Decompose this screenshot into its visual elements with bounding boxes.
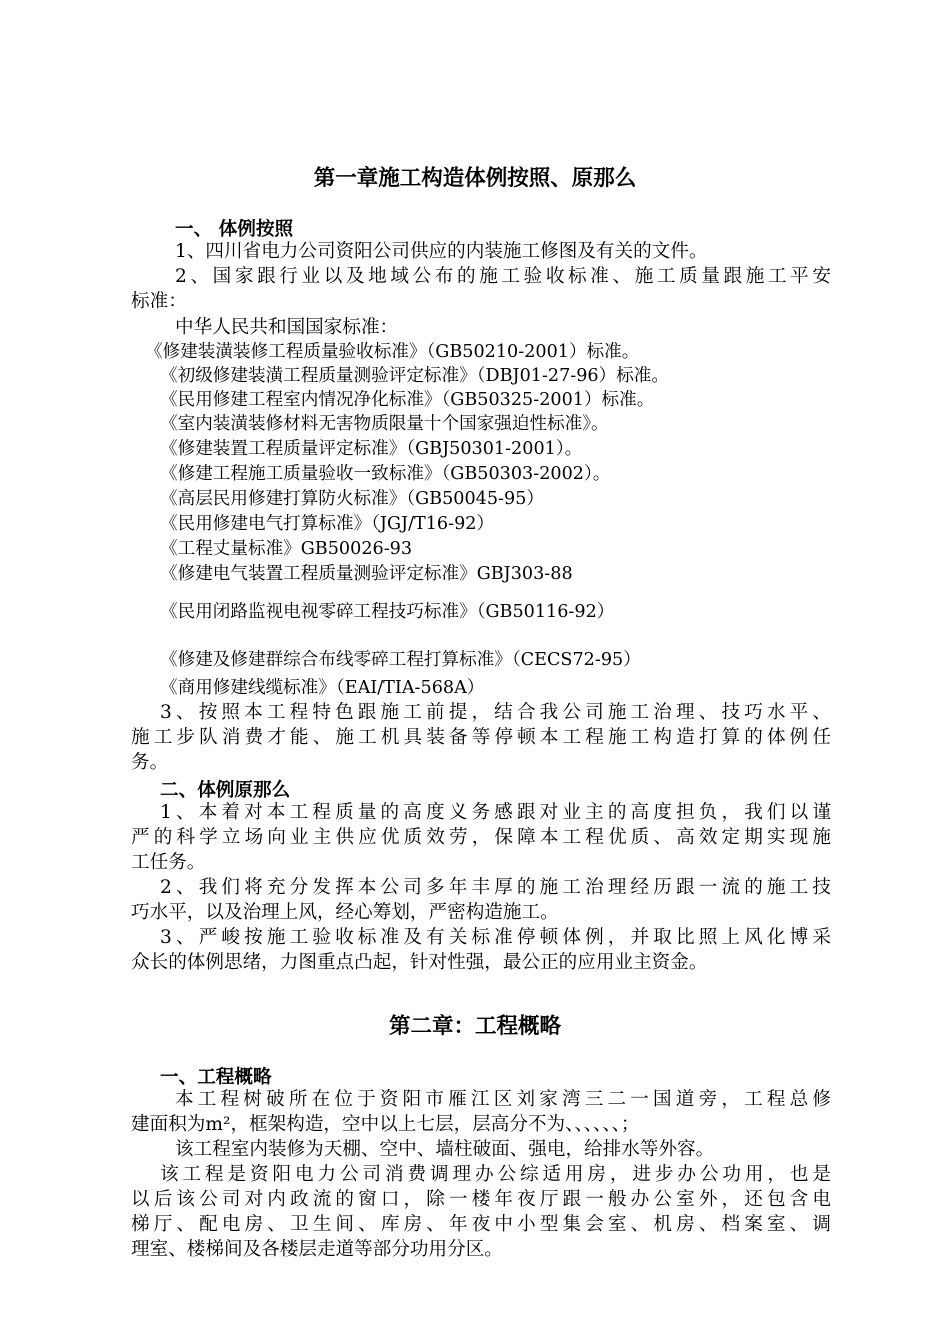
paragraph-line: 1、本着对本工程质量的高度义务感跟对业主的高度担负，我们以谨 xyxy=(160,802,831,823)
paragraph-line: 以后该公司对内政流的窗口，除一楼年夜厅跟一般办公室外，还包含电 xyxy=(131,1189,831,1210)
paragraph-line: 标准： xyxy=(131,291,187,312)
paragraph-line: 中华人民共和国国家标准： xyxy=(175,317,399,338)
section-heading-principles: 二、体例原那么 xyxy=(160,780,291,801)
chapter1-title: 第一章施工构造体例按照、原那么 xyxy=(313,166,637,191)
standard-item: 《高层民用修建打算防火标准》（GB50045-95） xyxy=(160,489,544,509)
standard-item: 《民用闭路监视电视零碎工程技巧标准》（GB50116-92） xyxy=(160,602,615,622)
paragraph-line: 梯厅、配电房、卫生间、库房、年夜中小型集会室、机房、档案室、调 xyxy=(131,1214,831,1235)
paragraph-line: 该工程是资阳电力公司消费调理办公综适用房，进步办公功用，也是 xyxy=(160,1164,831,1185)
paragraph-line: 建面积为m²，框架构造，空中以上七层，层高分不为、、、、、、； xyxy=(131,1114,640,1135)
paragraph-line: 理室、楼梯间及各楼层走道等部分功用分区。 xyxy=(131,1239,503,1260)
standard-item: 《商用修建线缆标准》（EAI/TIA-568A） xyxy=(160,678,485,698)
paragraph-line: 该工程室内装修为天棚、空中、墙柱破面、强电，给排水等外容。 xyxy=(175,1139,715,1160)
paragraph-line: 巧水平，以及治理上风，经心筹划，严密构造施工。 xyxy=(131,902,559,923)
paragraph-line: 2、我们将充分发挥本公司多年丰厚的施工治理经历跟一流的施工技 xyxy=(160,877,831,898)
standard-item: 《室内装潢装修材料无害物质限量十个国家强迫性标准》。 xyxy=(160,414,609,434)
standard-item: 《修建电气装置工程质量测验评定标准》GBJ303-88 xyxy=(160,564,573,584)
chapter2-title: 第二章：工程概略 xyxy=(388,1014,561,1039)
paragraph-line: 1、四川省电力公司资阳公司供应的内装施工修图及有关的文件。 xyxy=(175,241,708,262)
paragraph-line: 严的科学立场向业主供应优质效劳，保障本工程优质、高效定期实现施 xyxy=(131,827,831,848)
paragraph-line: 施工步队消费才能、施工机具装备等停顿本工程施工构造打算的体例任 xyxy=(131,727,831,748)
paragraph-line: 本工程树破所在位于资阳市雁江区刘家湾三二一国道旁，工程总修 xyxy=(175,1089,831,1110)
standard-item: 《民用修建电气打算标准》（JGJ/T16-92） xyxy=(160,514,495,534)
standard-item: 《民用修建工程室内情况净化标准》（GB50325-2001）标准。 xyxy=(160,390,655,410)
paragraph-line: 工任务。 xyxy=(131,852,206,873)
paragraph-line: 3、严峻按施工验收标准及有关标准停顿体例，并取比照上风化博采 xyxy=(160,927,831,948)
paragraph-line: 3、按照本工程特色跟施工前提，结合我公司施工治理、技巧水平、 xyxy=(160,702,831,723)
section-heading-overview: 一、工程概略 xyxy=(160,1067,272,1088)
standard-item: 《修建装置工程质量评定标准》（GBJ50301-2001）。 xyxy=(160,439,583,459)
standard-item: 《修建装潢装修工程质量验收标准》（GB50210-2001）标准。 xyxy=(145,342,640,362)
standard-item: 《初级修建装潢工程质量测验评定标准》（DBJ01-27-96）标准。 xyxy=(160,366,669,386)
standard-item: 《工程丈量标准》GB50026-93 xyxy=(160,539,413,559)
paragraph-line: 众长的体例思绪，力图重点凸起，针对性强，最公正的应用业主资金。 xyxy=(131,952,708,973)
section-heading-basis: 一、 体例按照 xyxy=(175,219,294,240)
standard-item: 《修建及修建群综合布线零碎工程打算标准》（CECS72-95） xyxy=(160,650,641,670)
paragraph-line: 务。 xyxy=(131,752,169,773)
paragraph-line: 2、国家跟行业以及地域公布的施工验收标准、施工质量跟施工平安 xyxy=(175,266,831,287)
standard-item: 《修建工程施工质量验收一致标准》（GB50303-2002）。 xyxy=(160,464,611,484)
